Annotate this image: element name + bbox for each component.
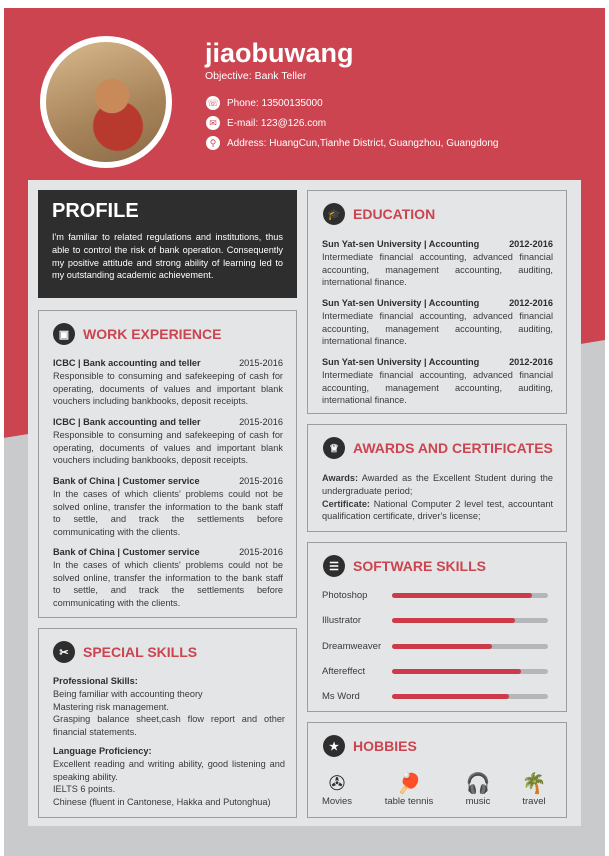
certificate-text: National Computer 2 level test, accountant qualification certificate, driver's license;: [322, 498, 553, 522]
skill-bar-fill: [392, 618, 515, 623]
hobby-label: table tennis: [384, 796, 434, 807]
education-heading: [323, 203, 435, 225]
work-role: ICBC | Bank accounting and teller: [53, 358, 201, 368]
language-line: IELTS 6 points.: [53, 784, 116, 795]
work-desc: In the cases of which clients' problems could not be solved online, transfer the information to the bank staff to settle, and track the settlements before communicating with the clients.: [53, 559, 283, 609]
skill-bar-track: [392, 618, 548, 623]
skill-name: Dreamweaver: [322, 641, 382, 652]
profile-text: I'm familiar to related regulations and institutions, thus able to control the risk of bank operation. Consequently my positive attitude and strong ability of learning led to my outstanding academic achievement.: [52, 232, 283, 281]
awards-title: AWARDS AND CERTIFICATES: [353, 440, 553, 456]
skill-bar-track: [392, 694, 548, 699]
education-entry: [322, 297, 553, 348]
palm-tree-icon: 🌴: [521, 773, 547, 795]
trophy-icon: ♕: [323, 437, 345, 459]
skill-name: Photoshop: [322, 590, 368, 601]
education-entry: [322, 238, 553, 289]
photo-image: [46, 42, 166, 162]
certificate-label: Certificate:: [322, 498, 370, 509]
edu-years: 2012-2016: [509, 298, 553, 308]
star-icon: ★: [323, 735, 345, 757]
skill-name: Aftereffect: [322, 666, 366, 677]
skill-line: Mastering risk management.: [53, 701, 169, 712]
work-experience-heading: [53, 323, 221, 345]
contact-email: [206, 116, 326, 130]
skill-name: Illustrator: [322, 615, 362, 626]
work-years: 2015-2016: [239, 476, 283, 486]
software-skill-row: [322, 590, 548, 601]
phone-icon: ☏: [206, 96, 220, 110]
edu-years: 2012-2016: [509, 239, 553, 249]
work-years: 2015-2016: [239, 417, 283, 427]
skill-bar-track: [392, 669, 548, 674]
edu-school: Sun Yat-sen University | Accounting: [322, 239, 480, 249]
skill-bar-fill: [392, 694, 509, 699]
edu-years: 2012-2016: [509, 357, 553, 367]
work-entry: [53, 546, 283, 610]
contact-phone: [206, 96, 323, 110]
work-title: WORK EXPERIENCE: [83, 326, 222, 342]
profile-box: [38, 190, 297, 298]
film-reel-icon: ✇: [328, 773, 346, 795]
work-years: 2015-2016: [239, 547, 283, 557]
edu-school: Sun Yat-sen University | Accounting: [322, 298, 480, 308]
work-entry: [53, 357, 283, 408]
email-text: E-mail: 123@126.com: [227, 117, 327, 129]
special-skills-heading: [53, 641, 197, 663]
language-line: Excellent reading and writing ability, good listening and speaking ability.: [53, 758, 285, 782]
skill-line: Being familiar with accounting theory: [53, 688, 203, 699]
edu-school: Sun Yat-sen University | Accounting: [322, 357, 480, 367]
awards-content: [322, 472, 553, 523]
work-entry: [53, 416, 283, 467]
objective: Objective: Bank Teller: [205, 70, 307, 82]
software-skill-row: [322, 615, 548, 626]
email-icon: ✉: [206, 116, 220, 130]
skill-bar-track: [392, 593, 548, 598]
education-entry: [322, 356, 553, 407]
graduation-cap-icon: 🎓: [323, 203, 345, 225]
software-skill-row: [322, 641, 548, 652]
hobbies-heading: [323, 735, 417, 757]
profile-title: PROFILE: [52, 200, 139, 222]
hobby-label: travel: [522, 796, 546, 807]
work-role: ICBC | Bank accounting and teller: [53, 417, 201, 427]
skill-bar-fill: [392, 593, 532, 598]
skill-line: Grasping balance sheet,cash flow report and other financial statements.: [53, 714, 285, 738]
briefcase-icon: ▣: [53, 323, 75, 345]
location-pin-icon: ⚲: [206, 136, 220, 150]
education-title: EDUCATION: [353, 206, 436, 222]
work-role: Bank of China | Customer service: [53, 476, 200, 486]
tools-icon: ✂: [53, 641, 75, 663]
awards-heading: [323, 437, 553, 459]
language-label: Language Proficiency:: [53, 745, 152, 756]
software-skills-heading: [323, 555, 486, 577]
work-years: 2015-2016: [239, 358, 283, 368]
software-skill-row: [322, 691, 548, 702]
software-title: SOFTWARE SKILLS: [353, 558, 486, 574]
skill-bar-fill: [392, 644, 492, 649]
work-desc: In the cases of which clients' problems could not be solved online, transfer the information to the bank staff to settle, and track the settlements before communicating with the clients.: [53, 488, 283, 538]
contact-address: [206, 136, 498, 150]
hobbies-title: HOBBIES: [353, 738, 417, 754]
awards-text: Awarded as the Excellent Student during the undergraduate period;: [322, 473, 553, 496]
hobby-travel: [499, 772, 569, 807]
phone-text: Phone: 13500135000: [227, 97, 323, 109]
language-line: Chinese (fluent in Cantonese, Hakka and Putonghua): [53, 797, 271, 808]
headphones-icon: 🎧: [465, 773, 491, 795]
table-tennis-icon: 🏓: [396, 773, 422, 795]
edu-desc: Intermediate financial accounting, advanced financial accounting, management accounting, auditing, international finance.: [322, 310, 553, 347]
hobby-label: music: [465, 796, 491, 807]
special-skills-content: [53, 675, 285, 809]
candidate-name: jiaobuwang: [205, 38, 354, 68]
sliders-icon: ☰: [323, 555, 345, 577]
address-text: Address: HuangCun,Tianhe District, Guangzhou, Guangdong: [227, 137, 499, 149]
skill-name: Ms Word: [322, 691, 360, 702]
work-entry: [53, 475, 283, 539]
edu-desc: Intermediate financial accounting, advanced financial accounting, management accounting, auditing, international finance.: [322, 369, 553, 406]
hobby-movies: [302, 772, 372, 807]
professional-skills-label: Professional Skills:: [53, 676, 138, 686]
awards-label: Awards:: [322, 473, 359, 483]
work-desc: Responsible to consuming and safekeeping of cash for operating, documents of values and important blank vouchers including bankbooks, deposit receipts.: [53, 429, 283, 466]
work-role: Bank of China | Customer service: [53, 547, 200, 557]
work-desc: Responsible to consuming and safekeeping of cash for operating, documents of values and important blank vouchers including bankbooks, deposit receipts.: [53, 370, 283, 407]
software-skill-row: [322, 666, 548, 677]
skill-bar-track: [392, 644, 548, 649]
hobby-label: Movies: [321, 796, 353, 807]
hobby-table-tennis: [374, 772, 444, 807]
skill-bar-fill: [392, 669, 521, 674]
special-title: SPECIAL SKILLS: [83, 644, 198, 660]
edu-desc: Intermediate financial accounting, advanced financial accounting, management accounting, auditing, international finance.: [322, 251, 553, 288]
profile-photo: [40, 36, 172, 168]
